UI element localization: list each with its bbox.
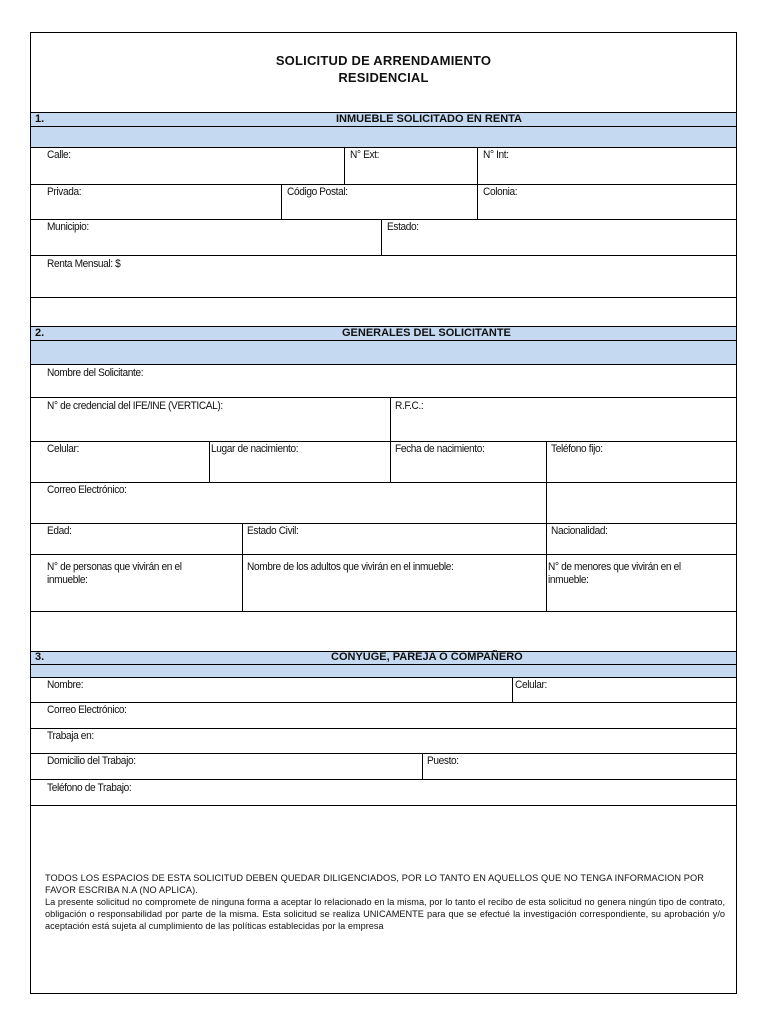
estado-civil-field[interactable]: Estado Civil: <box>247 525 299 537</box>
renta-mensual-field[interactable]: Renta Mensual: $ <box>47 258 121 270</box>
section-1-title: INMUEBLE SOLICITADO EN RENTA <box>336 113 522 125</box>
domicilio-trabajo-field[interactable]: Domicilio del Trabajo: <box>47 755 136 767</box>
form-title-line2: RESIDENCIAL <box>338 70 429 85</box>
nombre-solicitante-field[interactable]: Nombre del Solicitante: <box>47 367 144 379</box>
celular-conyuge-field[interactable]: Celular: <box>515 679 547 691</box>
adultos-field[interactable]: Nombre de los adultos que vivirán en el inmueble: <box>247 561 454 573</box>
correo-conyuge-field[interactable]: Correo Electrónico: <box>47 704 127 716</box>
telefono-trabajo-field[interactable]: Teléfono de Trabajo: <box>47 782 132 794</box>
edad-field[interactable]: Edad: <box>47 525 72 537</box>
form-title-line1: SOLICITUD DE ARRENDAMIENTO <box>275 53 492 68</box>
section-2-header <box>31 327 736 340</box>
puesto-field[interactable]: Puesto: <box>427 755 459 767</box>
section-1-header <box>31 113 736 126</box>
rfc-field[interactable]: R.F.C.: <box>395 400 424 412</box>
nombre-conyuge-field[interactable]: Nombre: <box>47 679 84 691</box>
celular-solicitante-field[interactable]: Celular: <box>47 443 79 455</box>
lugar-nacimiento-field[interactable]: Lugar de nacimiento: <box>211 443 299 455</box>
correo-solicitante-field[interactable]: Correo Electrónico: <box>47 484 127 496</box>
credencial-field[interactable]: N° de credencial del IFE/INE (VERTICAL): <box>47 400 223 412</box>
privada-field[interactable]: Privada: <box>47 186 82 198</box>
codigo-postal-field[interactable]: Código Postal: <box>287 186 348 198</box>
section-1-number: 1. <box>35 113 45 125</box>
section-3-title: CONYUGE, PAREJA O COMPAÑERO <box>331 651 523 663</box>
section-3-number: 3. <box>35 651 45 663</box>
instructions-caps: TODOS LOS ESPACIOS DE ESTA SOLICITUD DEBEN QUEDAR DILIGENCIADOS, POR LO TANTO EN AQUELLOS QUE NO TENGA INFORMACION POR FAVOR ESCRIBA N.A (NO APLICA). <box>45 873 704 895</box>
instructions-text <box>45 872 725 932</box>
rental-application-form <box>30 32 737 994</box>
personas-field[interactable]: N° de personas que vivirán en el inmueble: <box>47 561 182 586</box>
section-2-number: 2. <box>35 327 45 339</box>
disclaimer-paragraph: La presente solicitud no compromete de ninguna forma a aceptar lo relacionado en la misma, por lo tanto el recibo de esta solicitud no genera ningún tipo de contrato, obligación o responsabilidad por parte de la misma. Esta solicitud se realiza UNICAMENTE para que se efectué la investigación correspondiente, su aprobación y/o aceptación está sujeta al cumplimiento de las políticas establecidas por la empresa <box>45 897 725 931</box>
trabaja-en-field[interactable]: Trabaja en: <box>47 730 94 742</box>
num-int-field[interactable]: N° Int: <box>483 149 509 161</box>
municipio-field[interactable]: Municipio: <box>47 221 89 233</box>
calle-field[interactable]: Calle: <box>47 149 71 161</box>
section-3-header <box>31 652 736 664</box>
estado-field[interactable]: Estado: <box>387 221 419 233</box>
nacionalidad-field[interactable]: Nacionalidad: <box>551 525 608 537</box>
colonia-field[interactable]: Colonia: <box>483 186 518 198</box>
fecha-nacimiento-field[interactable]: Fecha de nacimiento: <box>395 443 485 455</box>
menores-field[interactable]: N° de menores que vivirán en el inmueble: <box>548 561 681 586</box>
telefono-fijo-field[interactable]: Teléfono fijo: <box>551 443 603 455</box>
num-ext-field[interactable]: N° Ext: <box>350 149 380 161</box>
section-2-title: GENERALES DEL SOLICITANTE <box>342 327 511 339</box>
